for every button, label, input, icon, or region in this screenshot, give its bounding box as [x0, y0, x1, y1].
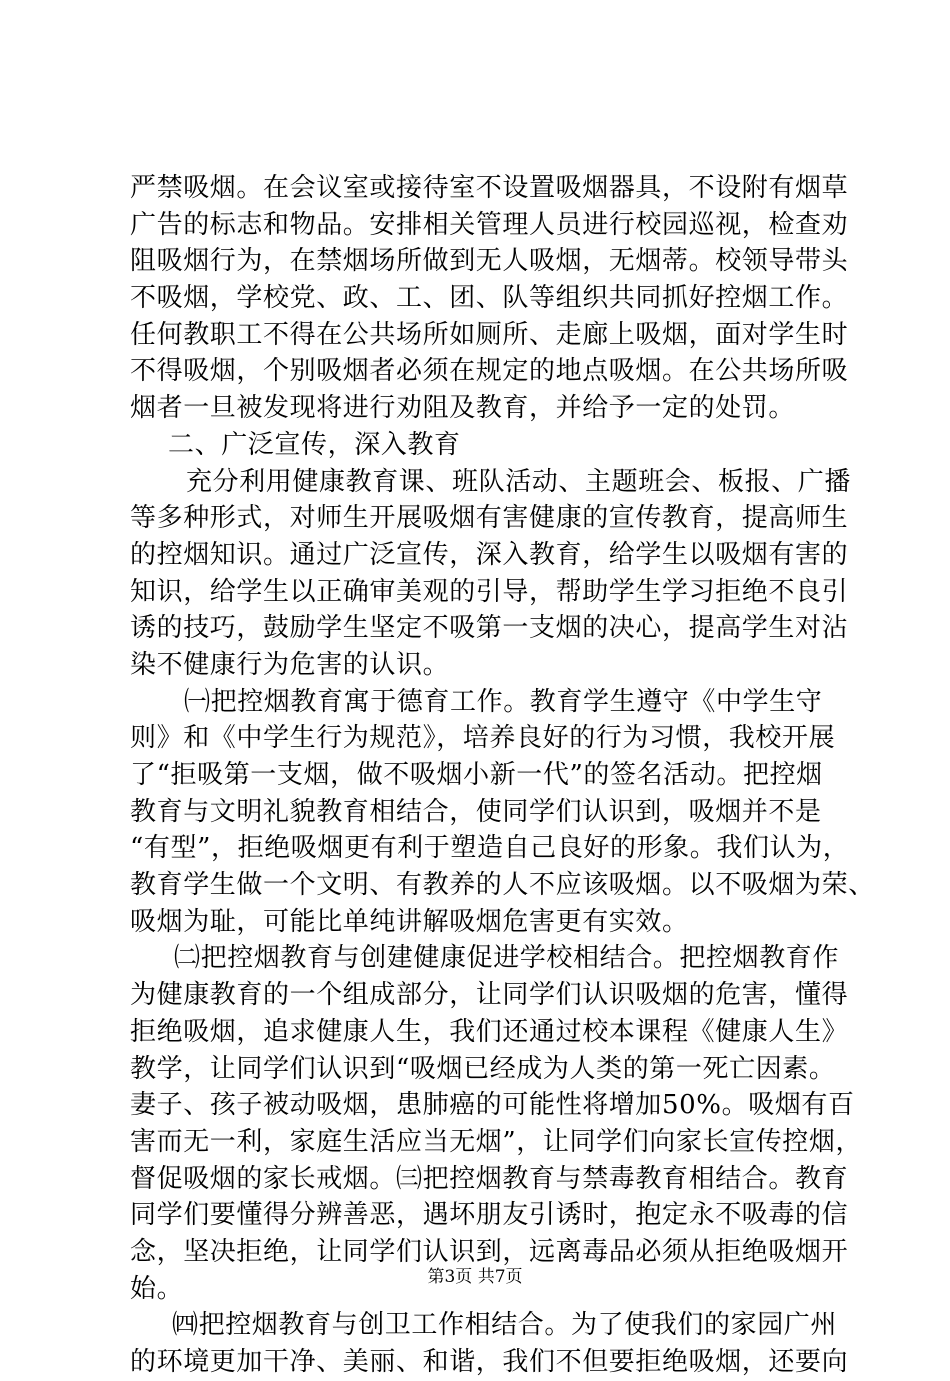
text-line: 教育学生做一个文明、有教养的人不应该吸烟。以不吸烟为荣、	[130, 870, 875, 901]
text-line: 害而无一利，家庭生活应当无烟”，让同学们向家长宣传控烟，	[130, 1126, 863, 1157]
text-line: 督促吸烟的家长戒烟。㈢把控烟教育与禁毒教育相结合。教育	[130, 1163, 849, 1194]
text-line: 教育与文明礼貌教育相结合，使同学们认识到，吸烟并不是	[130, 796, 822, 827]
text-line: 不吸烟，学校党、政、工、团、队等组织共同抓好控烟工作。	[130, 283, 849, 314]
text-line: 任何教职工不得在公共场所如厕所、走廊上吸烟，面对学生时	[130, 319, 849, 350]
text-line: 妻子、孩子被动吸烟，患肺癌的可能性将增加50%。吸烟有百	[130, 1090, 855, 1121]
text-line: 的控烟知识。通过广泛宣传，深入教育，给学生以吸烟有害的	[130, 539, 849, 570]
text-line: 烟者一旦被发现将进行劝阻及教育，并给予一定的处罚。	[130, 393, 796, 424]
text-line: ㈡把控烟教育与创建健康促进学校相结合。把控烟教育作	[174, 943, 840, 974]
text-line: 吸烟为耻，可能比单纯讲解吸烟危害更有实效。	[130, 906, 689, 937]
page-number: 第3页 共7页	[427, 1267, 523, 1287]
text-line: 同学们要懂得分辨善恶，遇坏朋友引诱时，抱定永不吸毒的信	[130, 1200, 849, 1231]
text-line: ㈣把控烟教育与创卫工作相结合。为了使我们的家园广州	[172, 1310, 838, 1341]
text-line: 广告的标志和物品。安排相关管理人员进行校园巡视，检查劝	[130, 209, 849, 240]
text-line: 教学，让同学们认识到“吸烟已经成为人类的第一死亡因素。	[130, 1053, 836, 1084]
text-line: ㈠把控烟教育寓于德育工作。教育学生遵守《中学生守	[184, 686, 823, 717]
text-line: 知识，给学生以正确审美观的引导，帮助学生学习拒绝不良引	[130, 576, 849, 607]
text-line: 则》和《中学生行为规范》，培养良好的行为习惯，我校开展	[130, 723, 836, 754]
text-line: 不得吸烟，个别吸烟者必须在规定的地点吸烟。在公共场所吸	[130, 356, 849, 387]
section-heading: 二、广泛宣传，深入教育	[168, 429, 461, 460]
text-line: 了“拒吸第一支烟，做不吸烟小新一代”的签名活动。把控烟	[130, 760, 823, 790]
text-line: 等多种形式，对师生开展吸烟有害健康的宣传教育，提高师生	[130, 503, 849, 534]
text-line: 念，坚决拒绝，让同学们认识到，远离毒品必须从拒绝吸烟开	[130, 1236, 849, 1267]
text-line: 严禁吸烟。在会议室或接待室不设置吸烟器具，不设附有烟草	[130, 173, 849, 203]
text-line: 始。	[130, 1273, 184, 1304]
text-line: 充分利用健康教育课、班队活动、主题班会、板报、广播	[186, 466, 852, 497]
text-line: 拒绝吸烟，追求健康人生，我们还通过校本课程《健康人生》	[130, 1016, 849, 1047]
text-line: 诱的技巧，鼓励学生坚定不吸第一支烟的决心，提高学生对沾	[130, 613, 849, 644]
document-body	[130, 170, 875, 1381]
text-line: 阻吸烟行为，在禁烟场所做到无人吸烟，无烟蒂。校领导带头	[130, 246, 849, 277]
text-line: “有型”，拒绝吸烟更有利于塑造自己良好的形象。我们认为，	[130, 833, 850, 864]
text-line: 为健康教育的一个组成部分，让同学们认识吸烟的危害，懂得	[130, 980, 849, 1011]
text-line: 染不健康行为危害的认识。	[130, 649, 450, 680]
text-line: 的环境更加干净、美丽、和谐，我们不但要拒绝吸烟，还要向	[130, 1347, 849, 1377]
